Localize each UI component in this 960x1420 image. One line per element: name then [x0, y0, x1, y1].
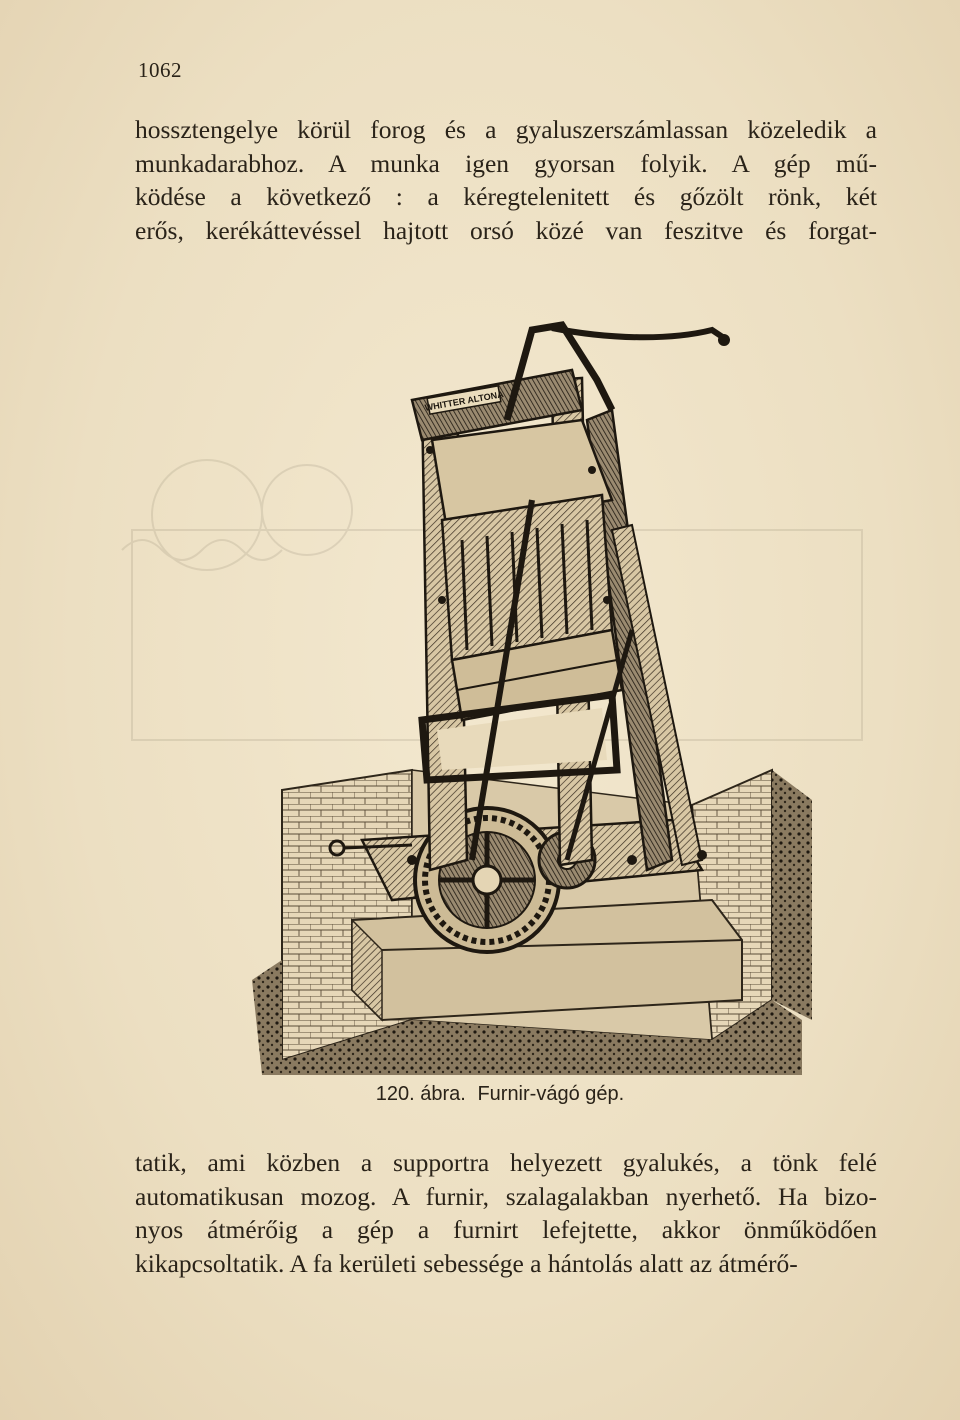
body-text-bottom: [135, 1146, 877, 1280]
text-line: munkadarabhoz. A munka igen gyorsan folyik. A gép mű-: [135, 148, 877, 178]
veneer-machine-illustration: [112, 300, 882, 1075]
text-line: erős, kerékáttevéssel hajtott orsó közé van feszitve és forgat-: [135, 215, 877, 245]
text-line: kikapcsoltatik. A fa kerületi sebessége a hántolás alatt az átmérő-: [135, 1248, 798, 1278]
body-text-top: [135, 113, 877, 247]
text-line: nyos átmérőig a gép a furnirt lefejtette, akkor önműködően: [135, 1215, 877, 1244]
text-line: hossztengelye körül forog és a gyaluszerszámlassan közeledik a: [135, 115, 877, 144]
maker-plate: WHITTER ALTONA: [423, 389, 505, 413]
figure-caption: [0, 1083, 960, 1106]
text-line: ködése a következő : a kéregtelenitett és gőzölt rönk, két: [135, 182, 877, 211]
page-number: 1062: [138, 58, 182, 82]
text-line: tatik, ami közben a supportra helyezett gyalukés, a tönk felé: [135, 1148, 877, 1177]
text-line: automatikusan mozog. A furnir, szalagalakban nyerhető. Ha bizo-: [135, 1181, 877, 1211]
figure-number: 120. ábra.: [375, 1083, 466, 1105]
figure-title: Furnir-vágó gép.: [477, 1083, 625, 1105]
